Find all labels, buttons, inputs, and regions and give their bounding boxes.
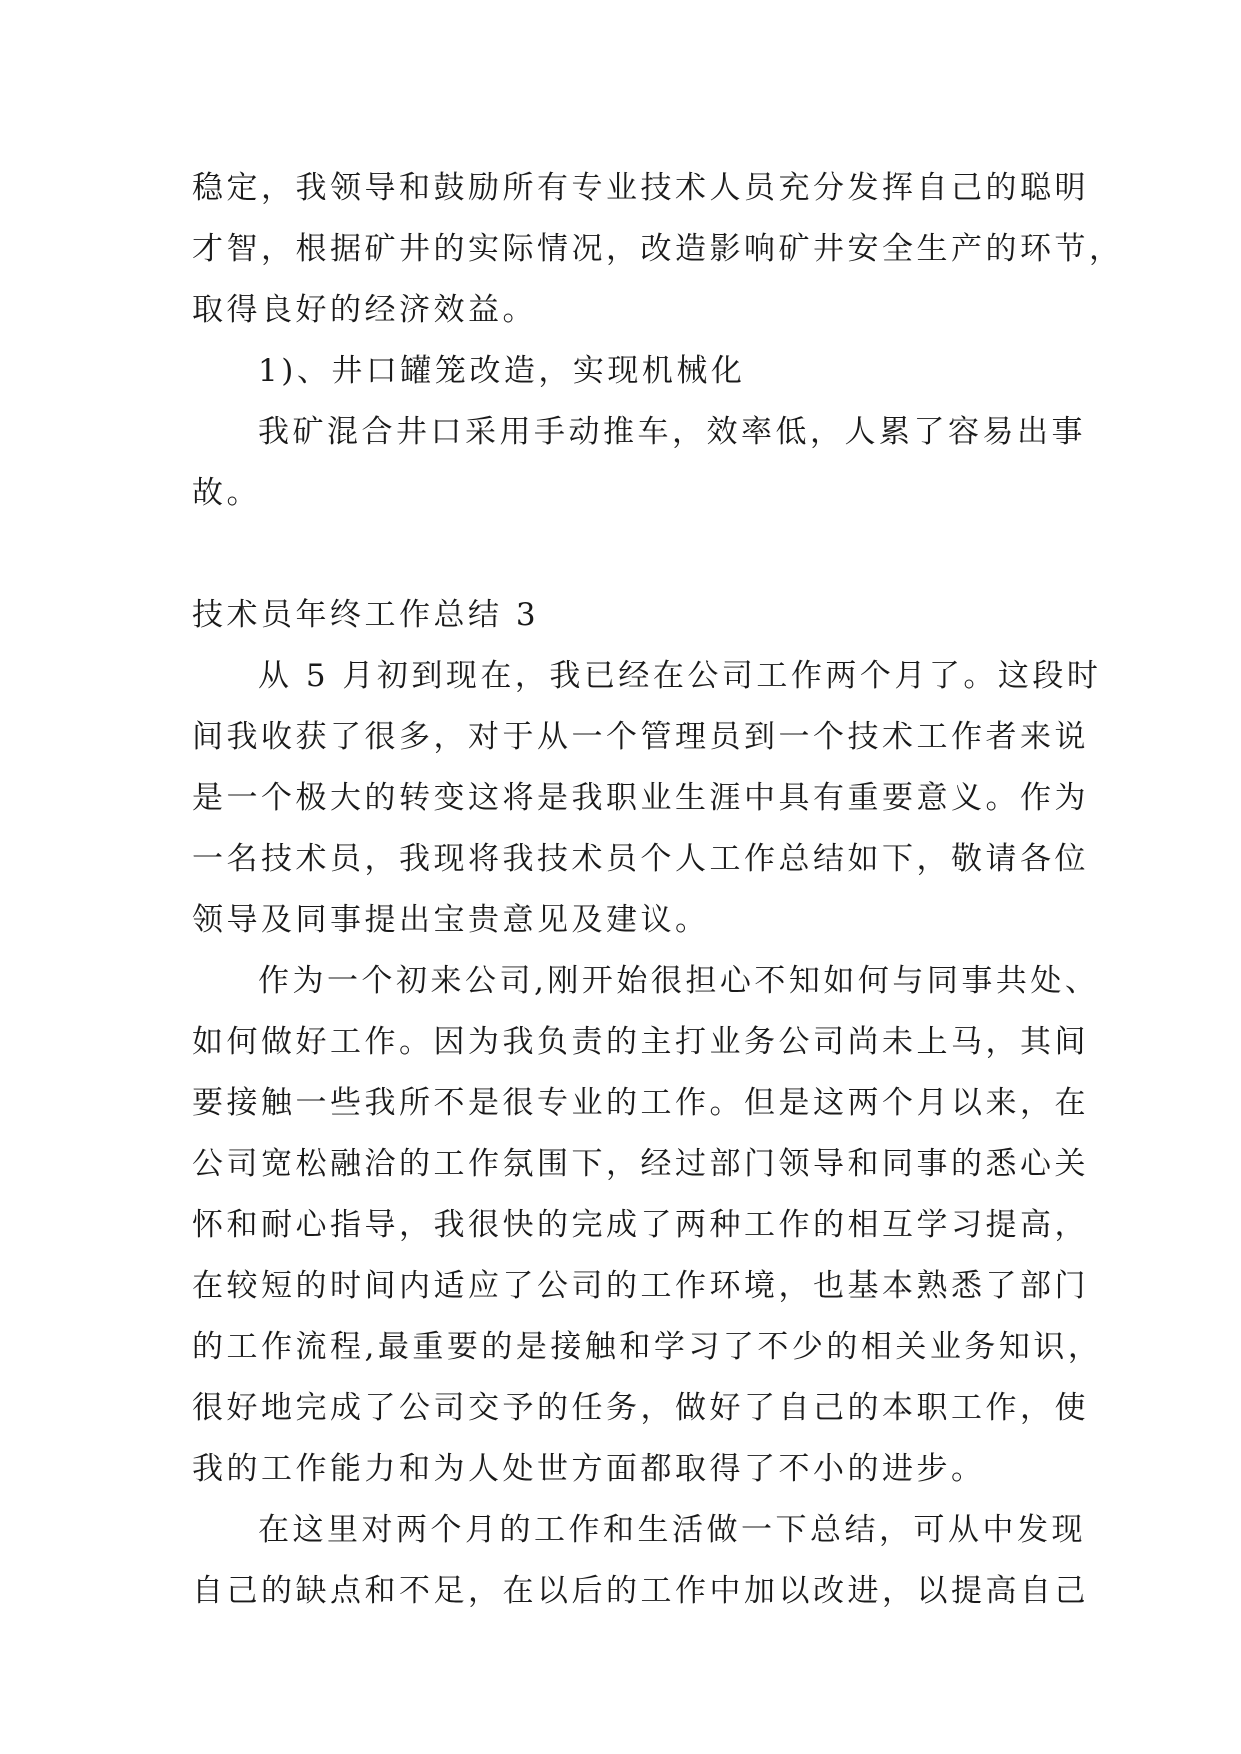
text-line: 间我收获了很多，对于从一个管理员到一个技术工作者来说: [192, 719, 1089, 755]
text-line: 在较短的时间内适应了公司的工作环境，也基本熟悉了部门: [192, 1268, 1089, 1304]
intro-paragraph: [192, 158, 1124, 341]
text-line: 我矿混合井口采用手动推车，效率低，人累了容易出事: [258, 414, 1086, 450]
text-line: 领导及同事提出宝贵意见及建议。: [192, 902, 710, 938]
text-line: 取得良好的经济效益。: [192, 292, 537, 328]
text-line: 才智，根据矿井的实际情况，改造影响矿井安全生产的环节，: [192, 231, 1124, 267]
text-line: 从 5 月初到现在，我已经在公司工作两个月了。这段时: [258, 658, 1102, 694]
paragraph-3: [192, 1500, 1089, 1622]
text-line: 要接触一些我所不是很专业的工作。但是这两个月以来，在: [192, 1085, 1089, 1121]
text-line: 公司宽松融洽的工作氛围下，经过部门领导和同事的悉心关: [192, 1146, 1089, 1182]
text-line: 很好地完成了公司交予的任务，做好了自己的本职工作，使: [192, 1390, 1089, 1426]
text-line: 作为一个初来公司,刚开始很担心不知如何与同事共处、: [258, 963, 1100, 999]
text-line: 我的工作能力和为人处世方面都取得了不小的进步。: [192, 1451, 986, 1487]
paragraph-2: [192, 951, 1103, 1500]
text-line: 自己的缺点和不足，在以后的工作中加以改进，以提高自己: [192, 1573, 1089, 1609]
text-line: 是一个极大的转变这将是我职业生涯中具有重要意义。作为: [192, 780, 1089, 816]
document-body: [192, 158, 1124, 1622]
item-body-paragraph: [192, 402, 1086, 524]
text-line: 如何做好工作。因为我负责的主打业务公司尚未上马，其间: [192, 1024, 1089, 1060]
text-line: 稳定，我领导和鼓励所有专业技术人员充分发挥自己的聪明: [192, 170, 1089, 206]
item-heading: 1)、井口罐笼改造，实现机械化: [258, 353, 746, 389]
text-line: 一名技术员，我现将我技术员个人工作总结如下，敬请各位: [192, 841, 1089, 877]
section-title: 技术员年终工作总结 3: [192, 597, 540, 633]
text-line: 怀和耐心指导，我很快的完成了两种工作的相互学习提高，: [192, 1207, 1089, 1243]
paragraph-1: [192, 646, 1102, 951]
text-line: 在这里对两个月的工作和生活做一下总结，可从中发现: [258, 1512, 1086, 1548]
text-line: 故。: [192, 475, 261, 511]
text-line: 的工作流程,最重要的是接触和学习了不少的相关业务知识，: [192, 1329, 1103, 1365]
